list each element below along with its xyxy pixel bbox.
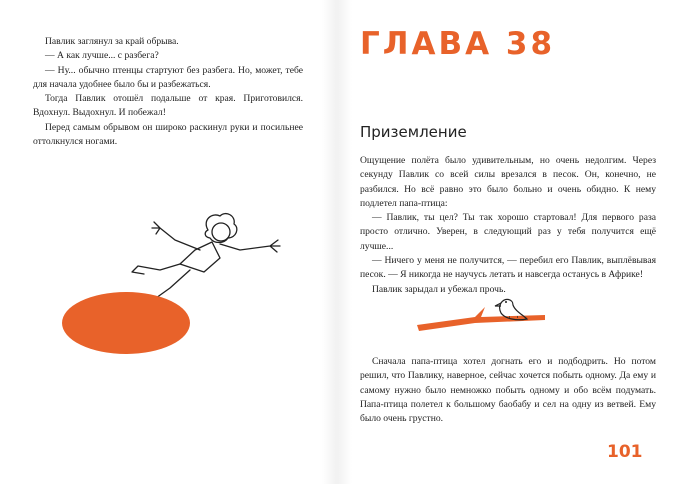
paragraph: Ощущение полёта было удивительным, но очень недолгим. Через секунду Павлик со всей силы врезался в песок. Он, конечно, не разбился. Но всё равно это было больно и очень обидно. К нему подлетел папа-птица:	[360, 155, 656, 209]
right-page-text-bottom	[360, 355, 656, 426]
chapter-subtitle: Приземление	[360, 123, 467, 141]
bird-on-branch-illustration	[415, 295, 550, 345]
right-page-text-top	[360, 154, 656, 297]
page-number: 101	[607, 442, 643, 462]
paragraph: Павлик зарыдал и убежал прочь.	[372, 283, 506, 295]
paragraph: — Павлик, ты цел? Ты так хорошо стартовал! Для первого раза просто отлично. Уверен, в следующий раз у тебя получится ещё лучше...	[360, 212, 656, 252]
paragraph: Сначала папа-птица хотел догнать его и подбодрить. Но потом решил, что Павлику, наверное, сейчас хочется побыть одному. Да ему и самому нужно было немножко побыть одному и обо всём подумать. Папа-птица полетел к большому баобабу и сел на одну из ветвей. Ему было очень грустно.	[360, 356, 656, 425]
chapter-title: ГЛАВА 38	[360, 26, 556, 62]
sand-spot-illustration	[58, 288, 194, 358]
paragraph: — Ну... обычно птенцы стартуют без разбега. Но, может, тебе для начала удобнее было бы и разбежаться.	[33, 64, 303, 90]
paragraph: Тогда Павлик отошёл подальше от края. Приготовился. Вдохнул. Выдохнул. И побежал!	[33, 93, 303, 119]
paragraph: Павлик заглянул за край обрыва.	[45, 36, 179, 47]
paragraph: — А как лучше... с разбега?	[45, 50, 159, 62]
paragraph: — Ничего у меня не получится, — перебил его Павлик, выплёвывая песок. — Я никогда не научусь летать и навсегда останусь в Африке!	[360, 255, 656, 281]
left-page-text	[33, 35, 303, 149]
book-gutter	[322, 0, 352, 484]
paragraph: Перед самым обрывом он широко раскинул руки и посильнее оттолкнулся ногами.	[33, 121, 303, 148]
